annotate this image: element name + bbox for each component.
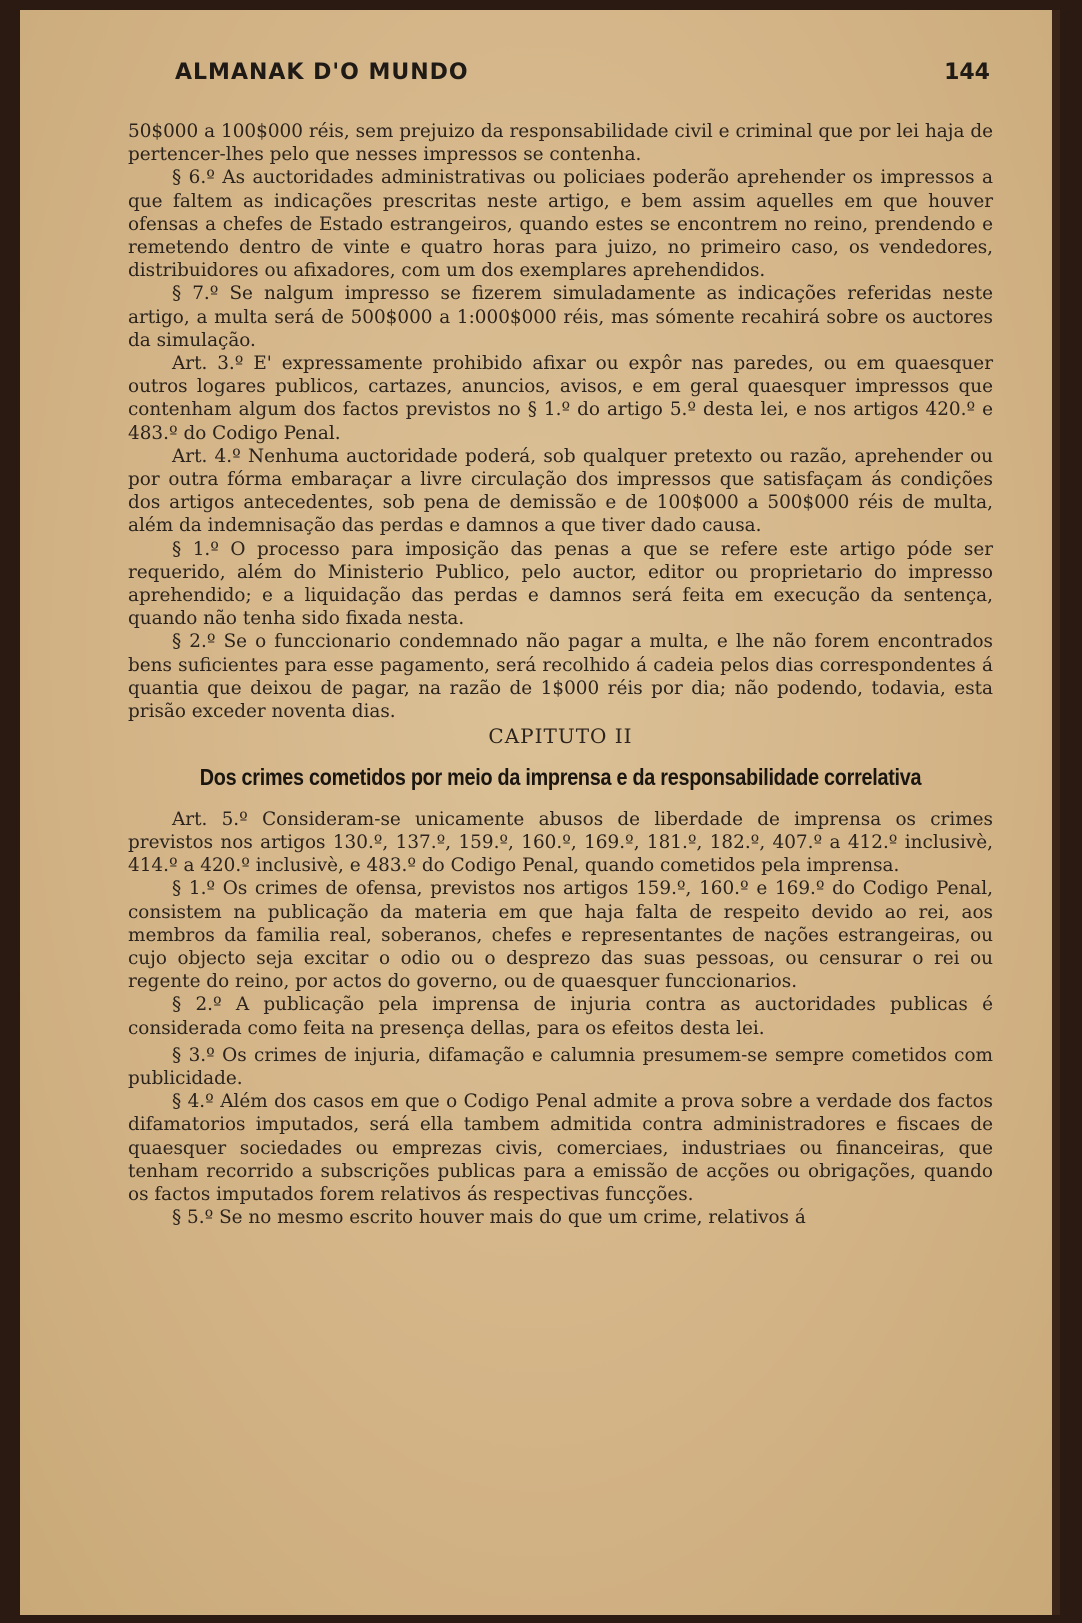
paragraph: § 7.º Se nalgum impresso se fizerem simuladamente as indicações referidas neste artigo, a multa será de 500$000 a 1:000$000 réis, mas sómente recahirá sobre os auctores da simulação. [128, 283, 993, 351]
header-title: ALMANAK D'O MUNDO [175, 60, 469, 85]
section-title: Dos crimes cometidos por meio da imprensa e da responsabilidade correlativa [199, 764, 922, 791]
paragraph: § 2.º A publicação pela imprensa de injuria contra as auctoridades publicas é considerada como feita na presença dellas, para os efeitos desta lei. [128, 994, 993, 1039]
paragraph: § 4.º Além dos casos em que o Codigo Penal admite a prova sobre a verdade dos factos difamatorios imputados, será ella tambem admitida contra administradores e fiscaes de quaesquer sociedades ou emprezas civis, comerciaes, industriaes ou financeiras, que tenham recorrido a subscrições publicas para a emissão de acções ou obrigações, quando os factos imputados forem relativos ás respectivas funcções. [128, 1091, 993, 1205]
page-number: 144 [944, 60, 990, 85]
paragraph: § 5.º Se no mesmo escrito houver mais do que um crime, relativos á [172, 1207, 806, 1229]
paragraph: Art. 5.º Consideram-se unicamente abusos de liberdade de imprensa os crimes previstos nos artigos 130.º, 137.º, 159.º, 160.º, 169.º, 181.º, 182.º, 407.º a 412.º inclusivè, 414.º a 420.º inclusivè, e 483.º do Codigo Penal, quando cometidos pela imprensa. [128, 808, 993, 877]
chapter-heading: CAPITUTO II [488, 724, 633, 749]
paragraph: § 3.º Os crimes de injuria, difamação e calumnia presumem-se sempre cometidos com publicidade. [128, 1044, 993, 1089]
paragraph: § 2.º Se o funccionario condemnado não pagar a multa, e lhe não forem encontrados bens suficientes para esse pagamento, será recolhido á cadeia pelos dias correspondentes á quantia que deixou de pagar, na razão de 1$000 réis por dia; não podendo, todavia, esta prisão exceder noventa dias. [128, 631, 993, 723]
paragraph: Art. 4.º Nenhuma auctoridade poderá, sob qualquer pretexto ou razão, aprehender ou por outra fórma embaraçar a livre circulação dos impressos que satisfaçam ás condições dos artigos antecedentes, sob pena de demissão e de 100$000 a 500$000 réis de multa, além da indemnisação das perdas e damnos a que tiver dado causa. [128, 445, 993, 537]
paragraph: 50$000 a 100$000 réis, sem prejuizo da responsabilidade civil e criminal que por lei haja de pertencer-lhes pelo que nesses impressos se contenha. [128, 121, 993, 166]
paragraph: § 1.º Os crimes de ofensa, previstos nos artigos 159.º, 160.º e 169.º do Codigo Penal, consistem na publicação da materia em que haja falta de respeito devido ao rei, aos membros da familia real, soberanos, chefes e representantes de nações estrangeiras, ou cujo objecto seja excitar o odio ou o desprezo das suas pessoas, ou censurar o rei ou regente do reino, por actos do governo, ou de quaesquer funccionarios. [128, 878, 993, 993]
paragraph: § 6.º As auctoridades administrativas ou policiaes poderão aprehender os impressos a que faltem as indicações prescritas neste artigo, e bem assim aquelles em que houver ofensas a chefes de Estado estrangeiros, quando estes se encontrem no reino, prendendo e remetendo dentro de vinte e quatro horas para juizo, no primeiro caso, os vendedores, distribuidores ou afixadores, com um dos exemplares aprehendidos. [128, 167, 993, 282]
paragraph: § 1.º O processo para imposição das penas a que se refere este artigo póde ser requerido, além do Ministerio Publico, pelo auctor, editor ou proprietario do impresso aprehendido; e a liquidação das perdas e damnos será feita em execução da sentença, quando não tenha sido fixada nesta. [128, 538, 993, 630]
page-body [128, 120, 993, 1229]
paragraph: Art. 3.º E' expressamente prohibido afixar ou expôr nas paredes, ou em quaesquer outros logares publicos, cartazes, anuncios, avisos, e em geral quaesquer impressos que contenham algum dos factos previstos no § 1.º do artigo 5.º desta lei, e nos artigos 420.º e 483.º do Codigo Penal. [128, 353, 993, 444]
running-header [175, 60, 990, 96]
